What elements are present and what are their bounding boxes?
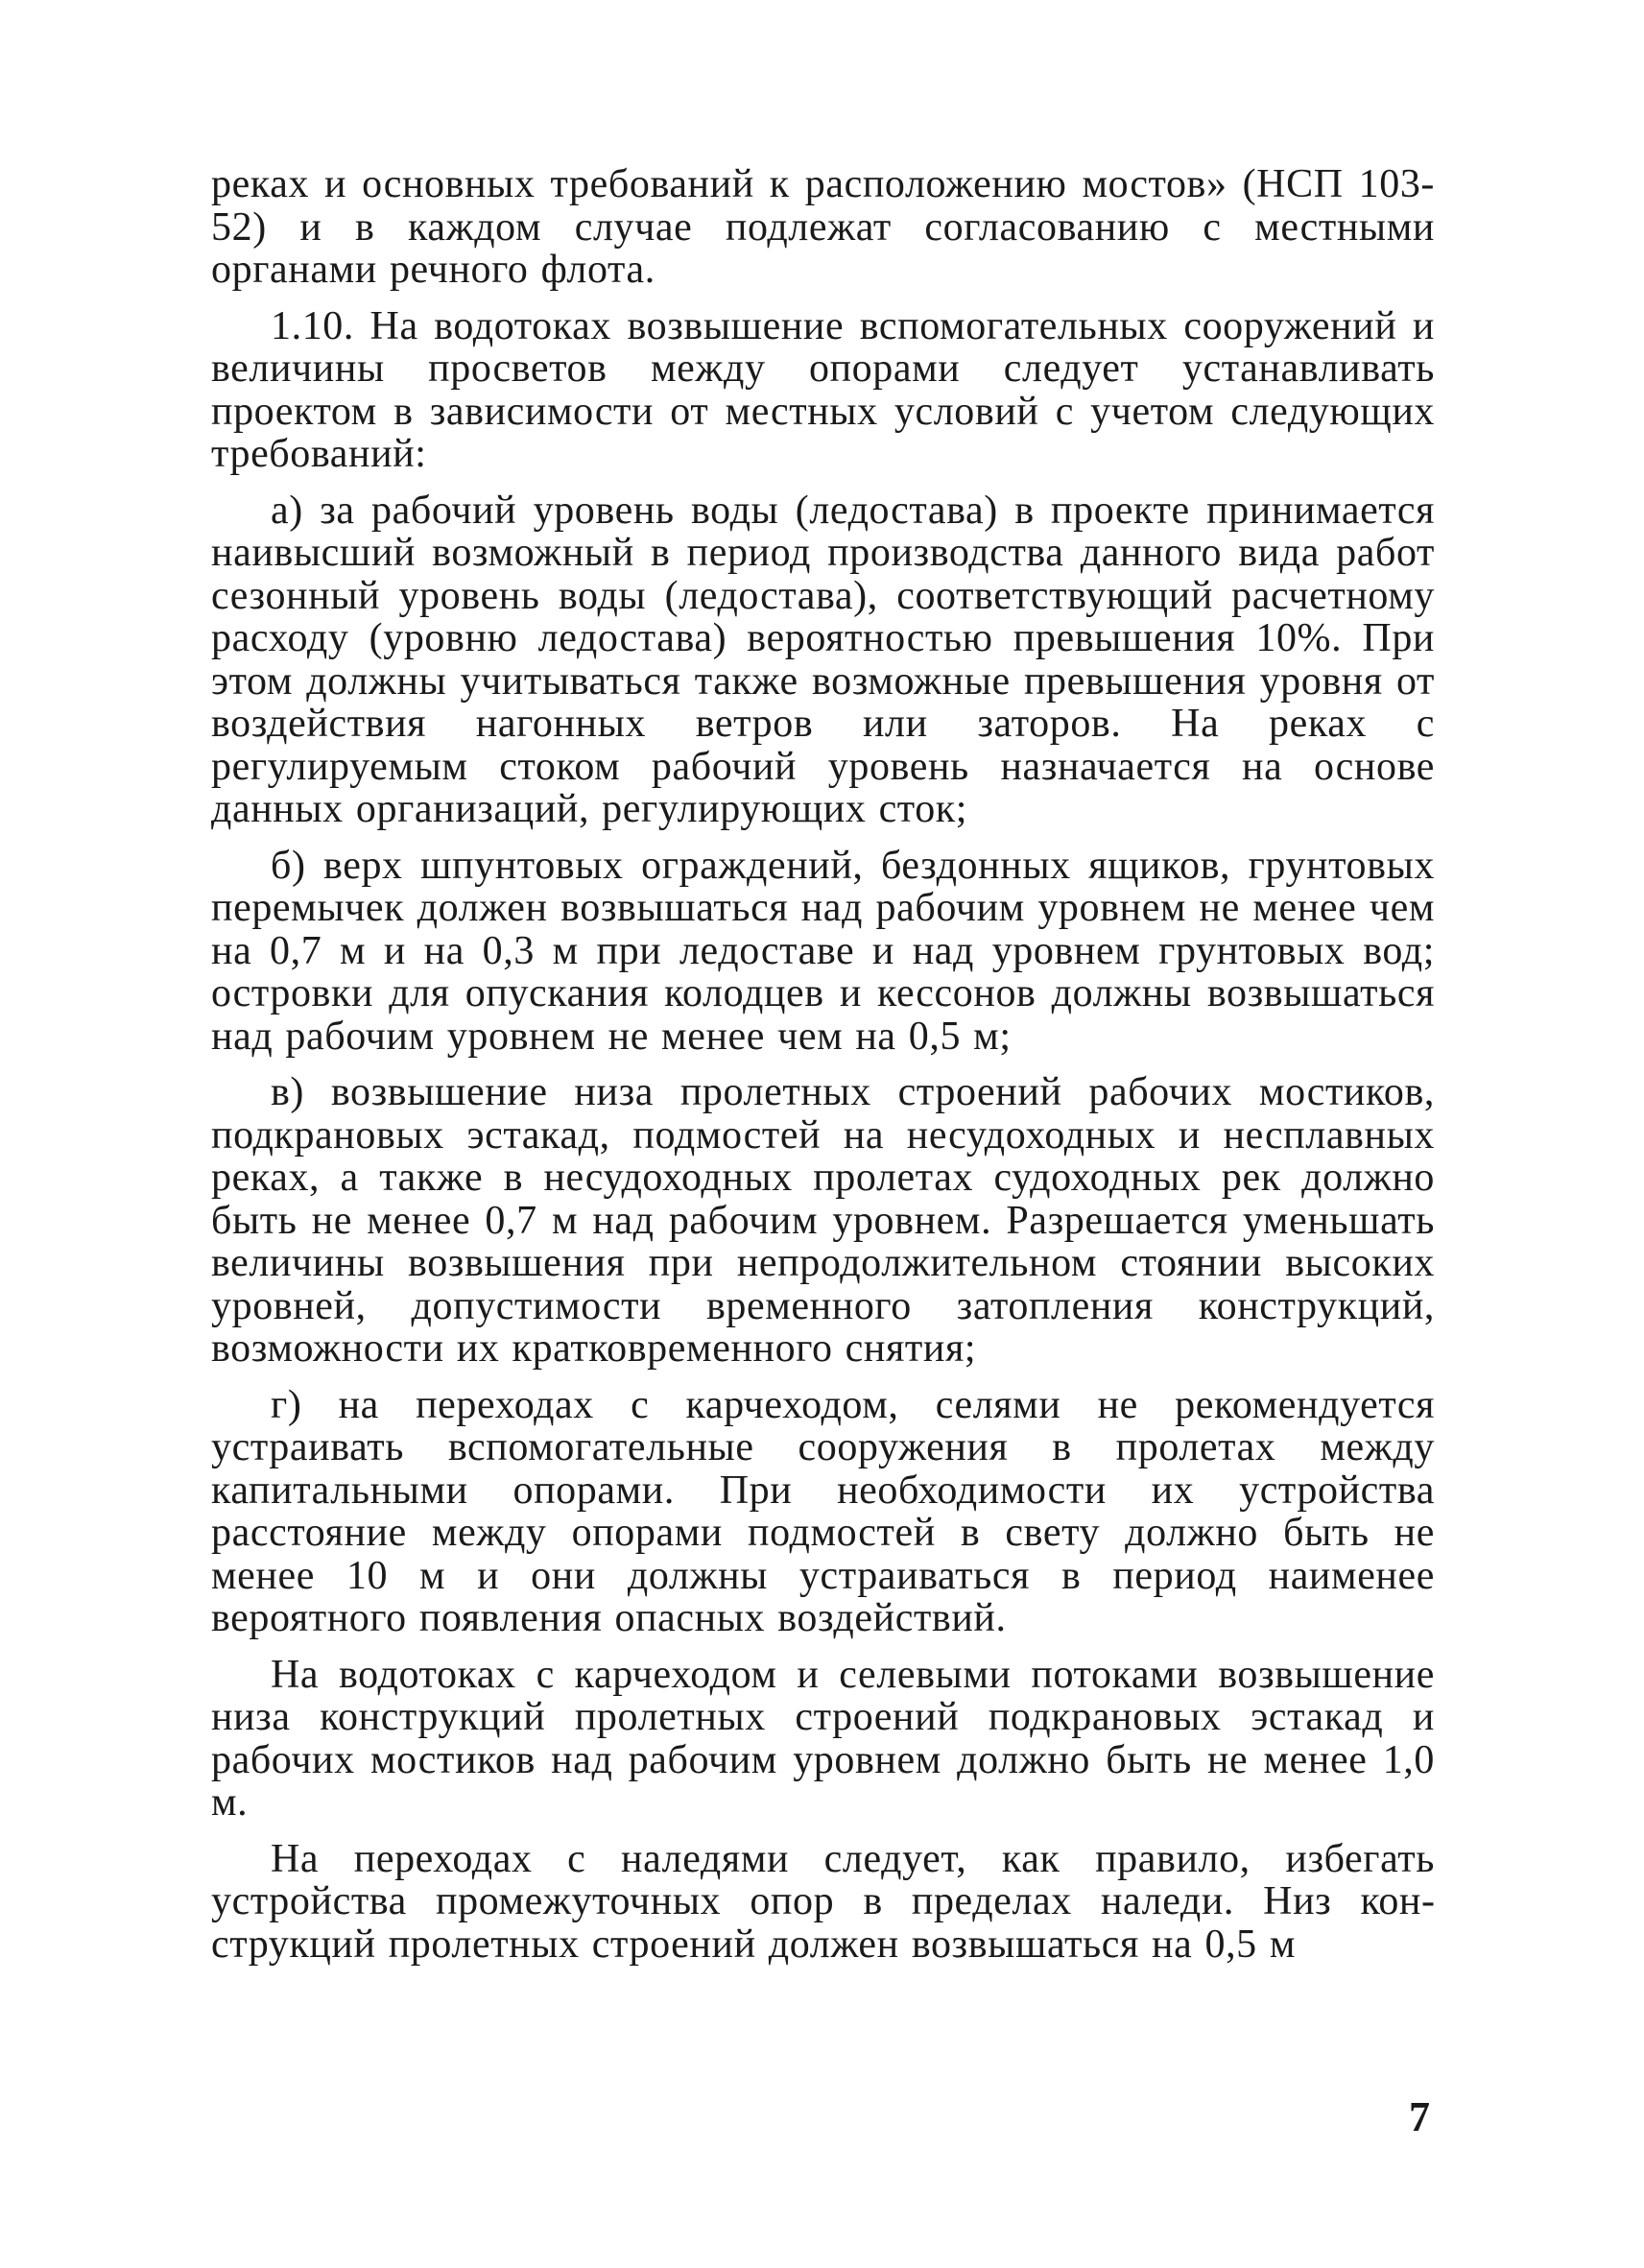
paragraph-continuation: реках и основных требований к расположению мостов» (НСП 103-52) и в каждом случае подлежат согласованию с местными органами речного флота. [211,162,1435,292]
paragraph-item-v: в) возвышение низа пролетных строений рабочих мостиков, подкрановых эстакад, подмостей на несудоходных и несплавных реках, а также в несудоходных пролетах судоходных рек должно быть не менее 0,7 м над рабочим уровнем. Разрешается уменьшать величины возвышения при непродолжительном стоянии высоких уровней, допустимости временного затопления конструкций, возможности их кратковременного снятия; [211,1070,1435,1371]
paragraph-item-b: б) верх шпунтовых ограждений, бездонных ящиков, грунтовых перемычек должен возвышаться над рабочим уровнем не менее чем на 0,7 м и на 0,3 м при ледоставе и над уровнем грунтовых вод; островки для опускания колодцев и кессонов должны возвышаться над рабочим уровнем не менее чем на 0,5 м; [211,843,1435,1059]
paragraph-karchehod: На водотоках с карчеходом и селевыми потоками возвышение низа конструкций пролетных строений подкрановых эстакад и рабочих мостиков над рабочим уровнем должно быть не менее 1,0 м. [211,1652,1435,1825]
document-page [211,163,1435,1979]
paragraph-item-a: а) за рабочий уровень воды (ледостава) в проекте принимается наивысший возможный в период производства данного вида работ сезонный уровень воды (ледостава), соответствующий расчетному расходу (уровню ледостава) вероятностью превышения 10%. При этом должны учитываться также возможные превышения уровня от воздействия нагонных ветров или заторов. На реках с регулируемым стоком рабочий уровень назначается на основе данных организаций, регулирующих сток; [211,488,1435,831]
paragraph-item-g: г) на переходах с карчеходом, селями не рекомендуется устраивать вспомогательные сооружения в пролетах между капитальными опорами. При необходимости их устройства расстояние между опорами подмостей в свету должно быть не менее 10 м и они должны устраиваться в период наименее вероятного появления опасных воздействий. [211,1382,1435,1640]
paragraph-naledi: На переходах с наледями следует, как правило, избегать устройства промежуточных опор в пределах наледи. Низ конструкций пролетных строений должен возвышаться на 0,5 м [211,1836,1435,1967]
page-number: 7 [1409,2093,1430,2140]
paragraph-section-1-10: 1.10. На водотоках возвышение вспомогательных сооружений и величины просветов между опорами следует устанавливать проектом в зависимости от местных условий с учетом следующих требований: [211,303,1435,476]
